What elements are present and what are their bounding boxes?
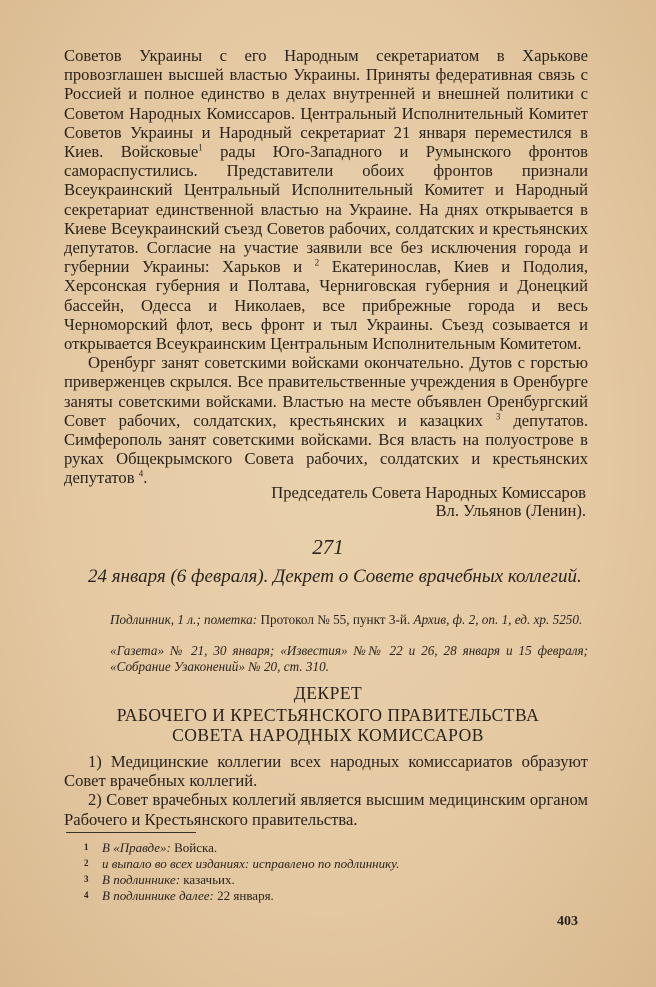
document-title: 24 января (6 февраля). Декрет о Совете врачебных коллегий. (88, 566, 582, 587)
footnote-divider (66, 832, 196, 833)
paragraph-ukraine: Советов Украины с его Народным секретариатом в Харькове провозглашен высшей властью Украины. Приняты федеративная связь с Россией и полное единство в делах внутренней и внешней политики с Советом Народных Комиссаров. Центральный Исполнительный Комитет Советов Украины и Народный секретариат 21 января переместился в Киев. Войсковые$^1$ рады Юго-Западного и Румынского фронтов самораспустились. Представители обоих фронтов признали Всеукраинский Центральный Исполнительный Комитет и Народный секретариат единственной властью на Украине. На днях открывается в Киеве Всеукраинский съезд Советов рабочих, солдатских и крестьянских депутатов. Согласие на участие заявили все без исключения города и губернии Украины: Харьков и $^2$ Екатеринослав, Киев и Подолия, Херсонская губерния и Полтава, Черниговская губерния и Донецкий бассейн, Одесса и Николаев, все прибрежные города и весь Черноморский флот, весь фронт и тыл Украины. Съезд созывается и открывается Всеукраинским Центральным Исполнительным Комитетом. (64, 46, 589, 354)
page-number: 403 (557, 914, 578, 929)
decree-subheading-1: РАБОЧЕГО И КРЕСТЬЯНСКОГО ПРАВИТЕЛЬСТВА (116, 705, 540, 725)
footnote-ref: 2 (314, 257, 320, 268)
document-number: 271 (312, 535, 344, 559)
footnote: 4 В подлиннике далее: 22 января. (84, 888, 274, 903)
footnote-ref: 4 (138, 468, 144, 479)
decree-body (64, 752, 588, 829)
decree-heading: ДЕКРЕТ (293, 683, 363, 703)
body-text (64, 46, 588, 488)
archive-source: Подлинник, 1 л.; пометка: Протокол № 55, пункт 3-й. Архив, ф. 2, оп. 1, ед. хр. 5250. (110, 612, 583, 627)
signature-line-2: Вл. Ульянов (Ленин). (435, 501, 586, 520)
footnote-ref: 3 (495, 411, 501, 422)
footnote: 1 В «Правде»: Войска. (84, 840, 218, 855)
footnote: 3 В подлиннике: казачьих. (84, 872, 235, 887)
publication-source: «Газета» № 21, 30 января; «Известия» №№ 22 и 26, 28 января и 15 февраля; «Собрание Узаконений» № 20, ст. 310. (110, 643, 588, 674)
signature-line-1: Председатель Совета Народных Комиссаров (271, 483, 586, 502)
footnote: 2 и выпало во всех изданиях: исправлено по подлиннику. (84, 856, 400, 871)
decree-item-1: 1) Медицинские коллегии всех народных комиссариатов образуют Совет врачебных коллегий. (64, 752, 588, 791)
paragraph-orenburg: Оренбург занят советскими войсками окончательно. Дутов с горстью приверженцев скрылся. Все правительственные учреждения в Оренбурге заняты советскими войсками. Властью на месте объявлен Оренбургский Совет рабочих, солдатских, крестьянских и казацких $^3$ депутатов. Симферополь занят советскими войсками. Вся власть на полуострове в руках Общекрымского Совета рабочих, солдатских и крестьянских депутатов $^4$. (64, 353, 589, 488)
decree-item-2: 2) Совет врачебных коллегий является высшим медицинским органом Рабочего и Крестьянского правительства. (64, 790, 588, 829)
footnote-ref: 1 (198, 142, 203, 153)
decree-subheading-2: СОВЕТА НАРОДНЫХ КОМИССАРОВ (172, 725, 484, 745)
